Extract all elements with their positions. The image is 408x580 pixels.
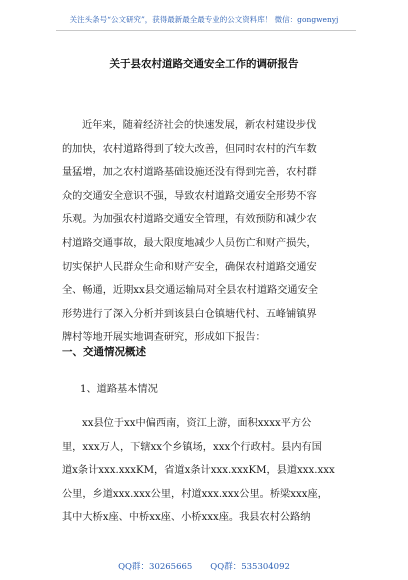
- roads-line: 其中大桥x座、中桥xx座、小桥xxx座。我县农村公路纳: [62, 512, 311, 524]
- intro-line: 全、畅通，近期xx县交通运输局对全县农村道路交通安全: [62, 285, 318, 297]
- footer-contact: [0, 560, 408, 572]
- qq-group-2: QQ群：535304092: [210, 562, 290, 572]
- document-title: 关于县农村道路交通安全工作的调研报告: [109, 58, 299, 70]
- intro-line: 的加快，农村道路得到了较大改善，但同时农村的汽车数: [62, 143, 317, 155]
- roads-line: 公里，乡道xxx.xxx公里，村道xxx.xxx公里。桥梁xxx座，: [62, 488, 328, 500]
- roads-line: xx县位于xx中偏西南，资江上游，面积xxxx平方公: [82, 418, 312, 429]
- intro-line: 牌村等地开展实地调查研究，形成如下报告：: [62, 332, 266, 344]
- roads-line: 道x条计xxx.xxxKM，省道x条计xxx.xxxKM，县道xxx.xxx: [62, 465, 335, 477]
- roads-paragraph: [62, 412, 352, 530]
- intro-line: 村道路交通事故，最大限度地减少人员伤亡和财产损失，: [62, 237, 317, 249]
- section-heading: 一、交通情况概述: [62, 346, 146, 358]
- intro-line: 众的交通安全意识不强，导致农村道路交通安全形势不容: [62, 190, 317, 202]
- roads-line: 里，xxx万人，下辖xx个乡镇场，xxx个行政村。县内有国: [62, 441, 322, 453]
- intro-line: 形势进行了深入分析并到该县白仓镇塘代村、五峰铺镇界: [62, 308, 317, 320]
- intro-line: 乐观。为加强农村道路交通安全管理，有效预防和减少农: [62, 214, 317, 226]
- subsection-heading: 1、道路基本情况: [80, 384, 158, 395]
- intro-line: 切实保护人民群众生命和财产安全，确保农村道路交通安: [62, 261, 317, 273]
- header-divider: [56, 30, 356, 31]
- qq-group-1: QQ群：30265665: [118, 562, 193, 572]
- intro-paragraph: [62, 114, 352, 350]
- intro-line: 近年来，随着经济社会的快速发展，新农村建设步伐: [82, 120, 317, 131]
- intro-line: 量猛增，加之农村道路基础设施还没有得到完善，农村群: [62, 167, 317, 179]
- header-promo-note: 关注头条号“公文研究”，获得最新最全最专业的公文资料库！ 微信：gongwenyj: [69, 15, 339, 24]
